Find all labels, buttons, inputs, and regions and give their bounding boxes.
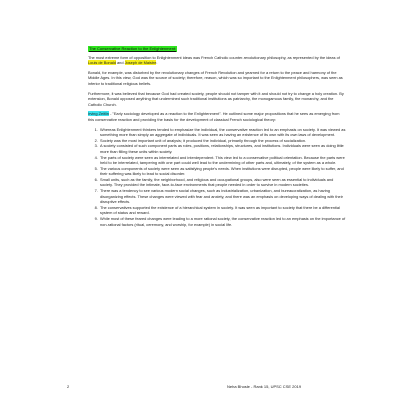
list-item: 4. The parts of society were seen as interrelated and interdependent. This view led to a conservative political orientation. Because the parts were held to be interrelated, tampering with one part could well lead to the undermining of other parts and, ultimately, of the system as a whole.: [99, 155, 346, 166]
list-item: 6. Small units, such as the family, the neighborhood, and religious and occupational groups, also were seen as essential to individuals and society. They provided the intimate, face-to-face environments that people needed in order to survive in modern societies.: [99, 177, 346, 188]
list-item: 2. Society was the most important unit of analysis; it produced the individual, primarily through the process of socialization.: [99, 138, 346, 144]
propositions-list: [88, 127, 346, 228]
list-item: 8. The conservatives supported the existence of a hierarchical system in society. It was seen as important to society that there be a differential system of status and reward.: [99, 205, 346, 216]
highlighted-name-maistre: Joseph de Maistre: [124, 60, 157, 66]
highlighted-name-zeitlin: Irving Zeitlin: [88, 111, 109, 117]
paragraph-1-text-before: The most extreme form of opposition to Enlightenment ideas was French Catholic counter-revolutionary philosophy, as represented by the ideas of: [88, 54, 340, 60]
paragraph-1-text-after: .: [156, 60, 158, 66]
section-heading: The Conservative Reaction to the Enlightenment:: [89, 46, 177, 51]
paragraph-4-text: - "Early sociology developed as a reaction to the Enlightenment". He outlined some major propositions that he sees as emerging from this conservative reaction and providing the basis for the development of classical French sociological theory:: [88, 111, 340, 122]
paragraph-3: Furthermore, it was believed that because God had created society, people should not tamper with it and should not try to change a holy creation. By extension, Bonald opposed anything that undermined such traditional institutions as patriarchy, the monogamous family, the monarchy, and the Catholic Church.: [88, 90, 344, 107]
page-number: 2: [67, 384, 70, 389]
page-footer: [0, 383, 400, 391]
highlighted-name-bonald: Louis de Bonald: [88, 60, 116, 66]
paragraph-4: [88, 111, 346, 122]
page-content: [88, 46, 346, 227]
paragraph-1: [88, 55, 346, 66]
list-item: 9. While most of these feared changes were leading to a more rational society, the conservative reaction led to an emphasis on the importance of non-rational factors (ritual, ceremony, and worship, for example) in social life.: [99, 216, 346, 227]
paragraph-1-text-middle: and: [115, 60, 125, 66]
list-item: 1. Whereas Enlightenment thinkers tended to emphasize the individual, the conservative reaction led to an emphasis on society. It was viewed as something more than simply an aggregate of individuals. It was seen as having an existence of its own with its own laws of development.: [99, 127, 346, 138]
list-item: 3. A society consisted of such component parts as roles, positions, relationships, structures, and institutions. Individuals were seen as doing little more than filling these units within society.: [99, 143, 346, 154]
list-item: 5. The various components of society were seen as satisfying people's needs. When institutions were disrupted, people were likely to suffer, and their suffering was likely to lead to social disorder.: [99, 166, 346, 177]
list-item: 7. There was a tendency to see various modern social changes, such as industrialization, urbanization, and bureaucratization, as having disorganizing effects. These changes were viewed with fear and anxiety, and there was an emphasis on developing ways of dealing with their disruptive effects.: [99, 188, 346, 205]
footer-author: Neha Bhosle - Rank 15, UPSC CSE 2019: [227, 384, 302, 389]
paragraph-2: Bonald, for example, was disturbed by the revolutionary changes of French Revolution and yearned for a return to the peace and harmony of the Middle Ages. In this view, God was the source of society; therefore, reason, which was so important to the Enlightenment philosophers, was seen as inferior to traditional religious beliefs.: [88, 69, 343, 86]
